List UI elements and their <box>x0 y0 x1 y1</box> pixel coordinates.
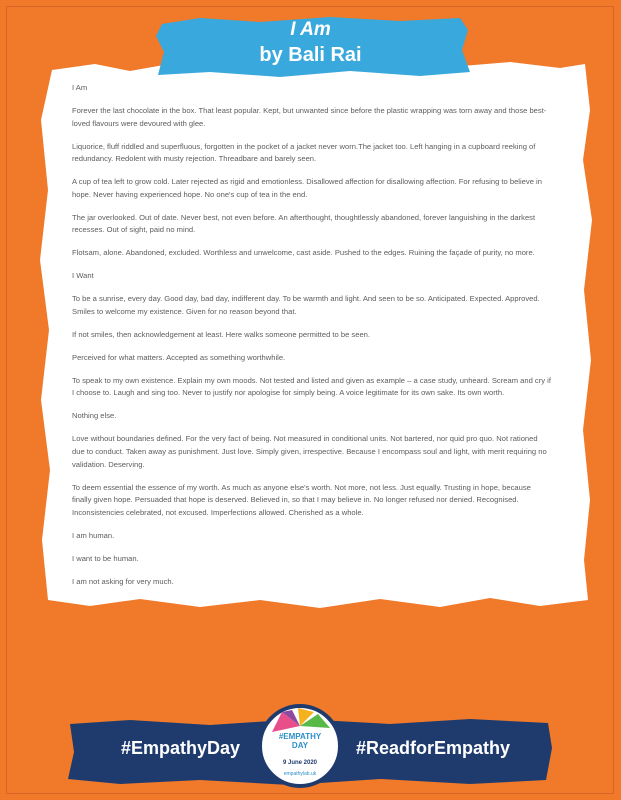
hashtag-read-for-empathy: #ReadforEmpathy <box>356 738 511 758</box>
poem-paragraph: To be a sunrise, every day. Good day, bad day, indifferent day. To be warmth and light. And seen to be so. Anticipated. Expected. Approved. Smiles to welcome my existence. Given for no reason beyond that. <box>72 294 540 316</box>
poem-paragraph: Love without boundaries defined. For the very fact of being. Not measured in conditional units. Not bartered, nor quid pro quo. Not rationed due to conduct. Taken away as punishment. Just love. Simply given, irrespective. Because I encompass soul and light, with merit requiring no validation. Deserving. <box>72 434 547 469</box>
poem-paragraph: I am not asking for very much. <box>72 576 174 586</box>
poem-title: I Am <box>290 19 331 40</box>
poem-paragraph: A cup of tea left to grow cold. Later rejected as rigid and emotionless. Disallowed affection for disallowing affection. For refusing to believe in hope. Never having experienced hope. No one's cup of tea in the end. <box>72 177 542 199</box>
poem-paragraph: Perceived for what matters. Accepted as something worthwhile. <box>72 352 286 362</box>
poem-paragraph: Liquorice, fluff riddled and superfluous, forgotten in the pocket of a jacket never worn.The jacket too. Left hanging in a cupboard reeking of redundancy. Redolent with musty rejection. Threadbare and barely seen. <box>72 141 536 164</box>
badge-site: empathylab.uk <box>283 771 317 777</box>
hashtag-empathy-day: #EmpathyDay <box>121 738 241 758</box>
poem-paragraph: The jar overlooked. Out of date. Never best, not even before. An afterthought, thoughtlessly abandoned, forever languishing in the darkest recesses. Out of sight, paid no mind. <box>72 212 536 235</box>
poem-author: by Bali Rai <box>259 44 362 66</box>
empathy-day-badge <box>258 704 342 788</box>
poem-paragraph: I am human. <box>72 530 115 540</box>
poem-paragraph: I Want <box>72 271 94 281</box>
poem-paragraph: I want to be human. <box>72 553 139 563</box>
poem-paragraph: If not smiles, then acknowledgement at least. Here walks someone permitted to be seen. <box>72 329 370 339</box>
badge-date: 9 June 2020 <box>282 760 318 766</box>
poem-paragraph: I Am <box>72 83 88 92</box>
poem-paragraph: To speak to my own existence. Explain my own moods. Not tested and listed and given as example – a case study, unheard. Scream and cry if I choose to. Laugh and sing too. Never to justify nor apologise for simply being. A voice legitimate for its own sake. Its own worth. <box>72 375 551 398</box>
poem-paragraph: To deem essential the essence of my worth. As much as anyone else's worth. Not more, not less. Just equally. Trusting in hope, because finally given hope. Persuaded that hope is deserved. Believed in, so that I may believe in. No longer refused nor denied. Recognised. Inconsistencies celebrated, not excused. Imperfections allowed. Cherished as a whole. <box>72 482 531 517</box>
poem-paragraph: Forever the last chocolate in the box. That least popular. Kept, but unwanted since before the plastic wrapping was torn away and those best-loved flavours were devoured with glee. <box>72 105 547 128</box>
poem-paragraph: Flotsam, alone. Abandoned, excluded. Worthless and unwelcome, cast aside. Pushed to the edges. Ruining the façade of purity, no more. <box>72 248 535 258</box>
poem-paragraph: Nothing else. <box>72 411 117 421</box>
badge-title: #EMPATHY DAY <box>278 732 322 750</box>
